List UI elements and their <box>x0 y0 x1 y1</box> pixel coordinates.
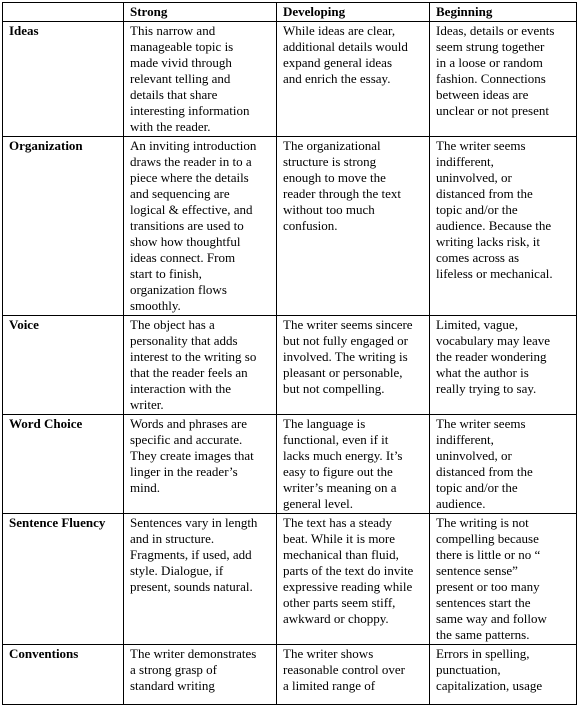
developing-descriptor <box>277 22 430 137</box>
rubric-table <box>2 2 577 705</box>
developing-descriptor <box>277 137 430 316</box>
header-row <box>3 3 577 22</box>
developing-text: The organizational structure is strong enough to move the reader through the text without too much confusion. <box>283 138 402 233</box>
developing-descriptor <box>277 645 430 705</box>
trait-label: Sentence Fluency <box>3 514 124 645</box>
strong-text: The writer demonstrates a strong grasp of standard writing <box>130 646 257 693</box>
trait-label: Word Choice <box>3 415 124 514</box>
rubric-row-ideas <box>3 22 577 137</box>
header-blank-cell <box>3 3 124 22</box>
developing-descriptor <box>277 316 430 415</box>
beginning-descriptor <box>430 415 577 514</box>
beginning-text: Ideas, details or events seem strung together in a loose or random fashion. Connections between ideas are unclear or not present <box>436 23 555 118</box>
strong-descriptor <box>124 645 277 705</box>
strong-descriptor <box>124 137 277 316</box>
header-developing: Developing <box>277 3 430 22</box>
developing-descriptor <box>277 514 430 645</box>
strong-descriptor <box>124 316 277 415</box>
rubric-row-sentence-fluency <box>3 514 577 645</box>
developing-descriptor <box>277 415 430 514</box>
header-beginning: Beginning <box>430 3 577 22</box>
beginning-descriptor <box>430 514 577 645</box>
beginning-text: Limited, vague, vocabulary may leave the reader wondering what the author is really trying to say. <box>436 317 551 396</box>
trait-label: Ideas <box>3 22 124 137</box>
rubric-row-conventions <box>3 645 577 705</box>
developing-text: The writer seems sincere but not fully engaged or involved. The writing is pleasant or personable, but not compelling. <box>283 317 413 396</box>
developing-text: While ideas are clear, additional details would expand general ideas and enrich the essay. <box>283 23 408 86</box>
strong-descriptor <box>124 514 277 645</box>
strong-text: An inviting introduction draws the reader in to a piece where the details and sequencing are logical & effective, and transitions are used to show how thoughtful ideas connect. From start to finish, organization flows smoothly. <box>130 138 257 313</box>
trait-label: Conventions <box>3 645 124 705</box>
beginning-descriptor <box>430 316 577 415</box>
developing-text: The text has a steady beat. While it is more mechanical than fluid, parts of the text do invite expressive reading while other parts seem stiff, awkward or choppy. <box>283 515 414 626</box>
beginning-text: The writer seems indifferent, uninvolved, or distanced from the topic and/or the audience. <box>436 416 533 511</box>
beginning-text: The writer seems indifferent, uninvolved, or distanced from the topic and/or the audience. Because the writing lacks risk, it comes across as lifeless or mechanical. <box>436 138 553 281</box>
beginning-descriptor <box>430 137 577 316</box>
rubric-row-word-choice <box>3 415 577 514</box>
strong-text: Words and phrases are specific and accurate. They create images that linger in the reader’s mind. <box>130 416 254 495</box>
rubric-row-voice <box>3 316 577 415</box>
beginning-text: The writing is not compelling because there is little or no “ sentence sense” present or too many sentences start the same way and follow the same patterns. <box>436 515 547 642</box>
strong-text: The object has a personality that adds interest to the writing so that the reader feels an interaction with the writer. <box>130 317 257 412</box>
strong-text: This narrow and manageable topic is made vivid through relevant telling and details that share interesting information with the reader. <box>130 23 250 134</box>
developing-text: The writer shows reasonable control over a limited range of <box>283 646 406 693</box>
strong-descriptor <box>124 415 277 514</box>
beginning-descriptor <box>430 22 577 137</box>
strong-text: Sentences vary in length and in structure. Fragments, if used, add style. Dialogue, if present, sounds natural. <box>130 515 258 594</box>
trait-label: Voice <box>3 316 124 415</box>
strong-descriptor <box>124 22 277 137</box>
beginning-text: Errors in spelling, punctuation, capitalization, usage <box>436 646 543 693</box>
developing-text: The language is functional, even if it lacks much energy. It’s easy to figure out the writer’s meaning on a general level. <box>283 416 403 511</box>
beginning-descriptor <box>430 645 577 705</box>
rubric-row-organization <box>3 137 577 316</box>
trait-label: Organization <box>3 137 124 316</box>
header-strong: Strong <box>124 3 277 22</box>
